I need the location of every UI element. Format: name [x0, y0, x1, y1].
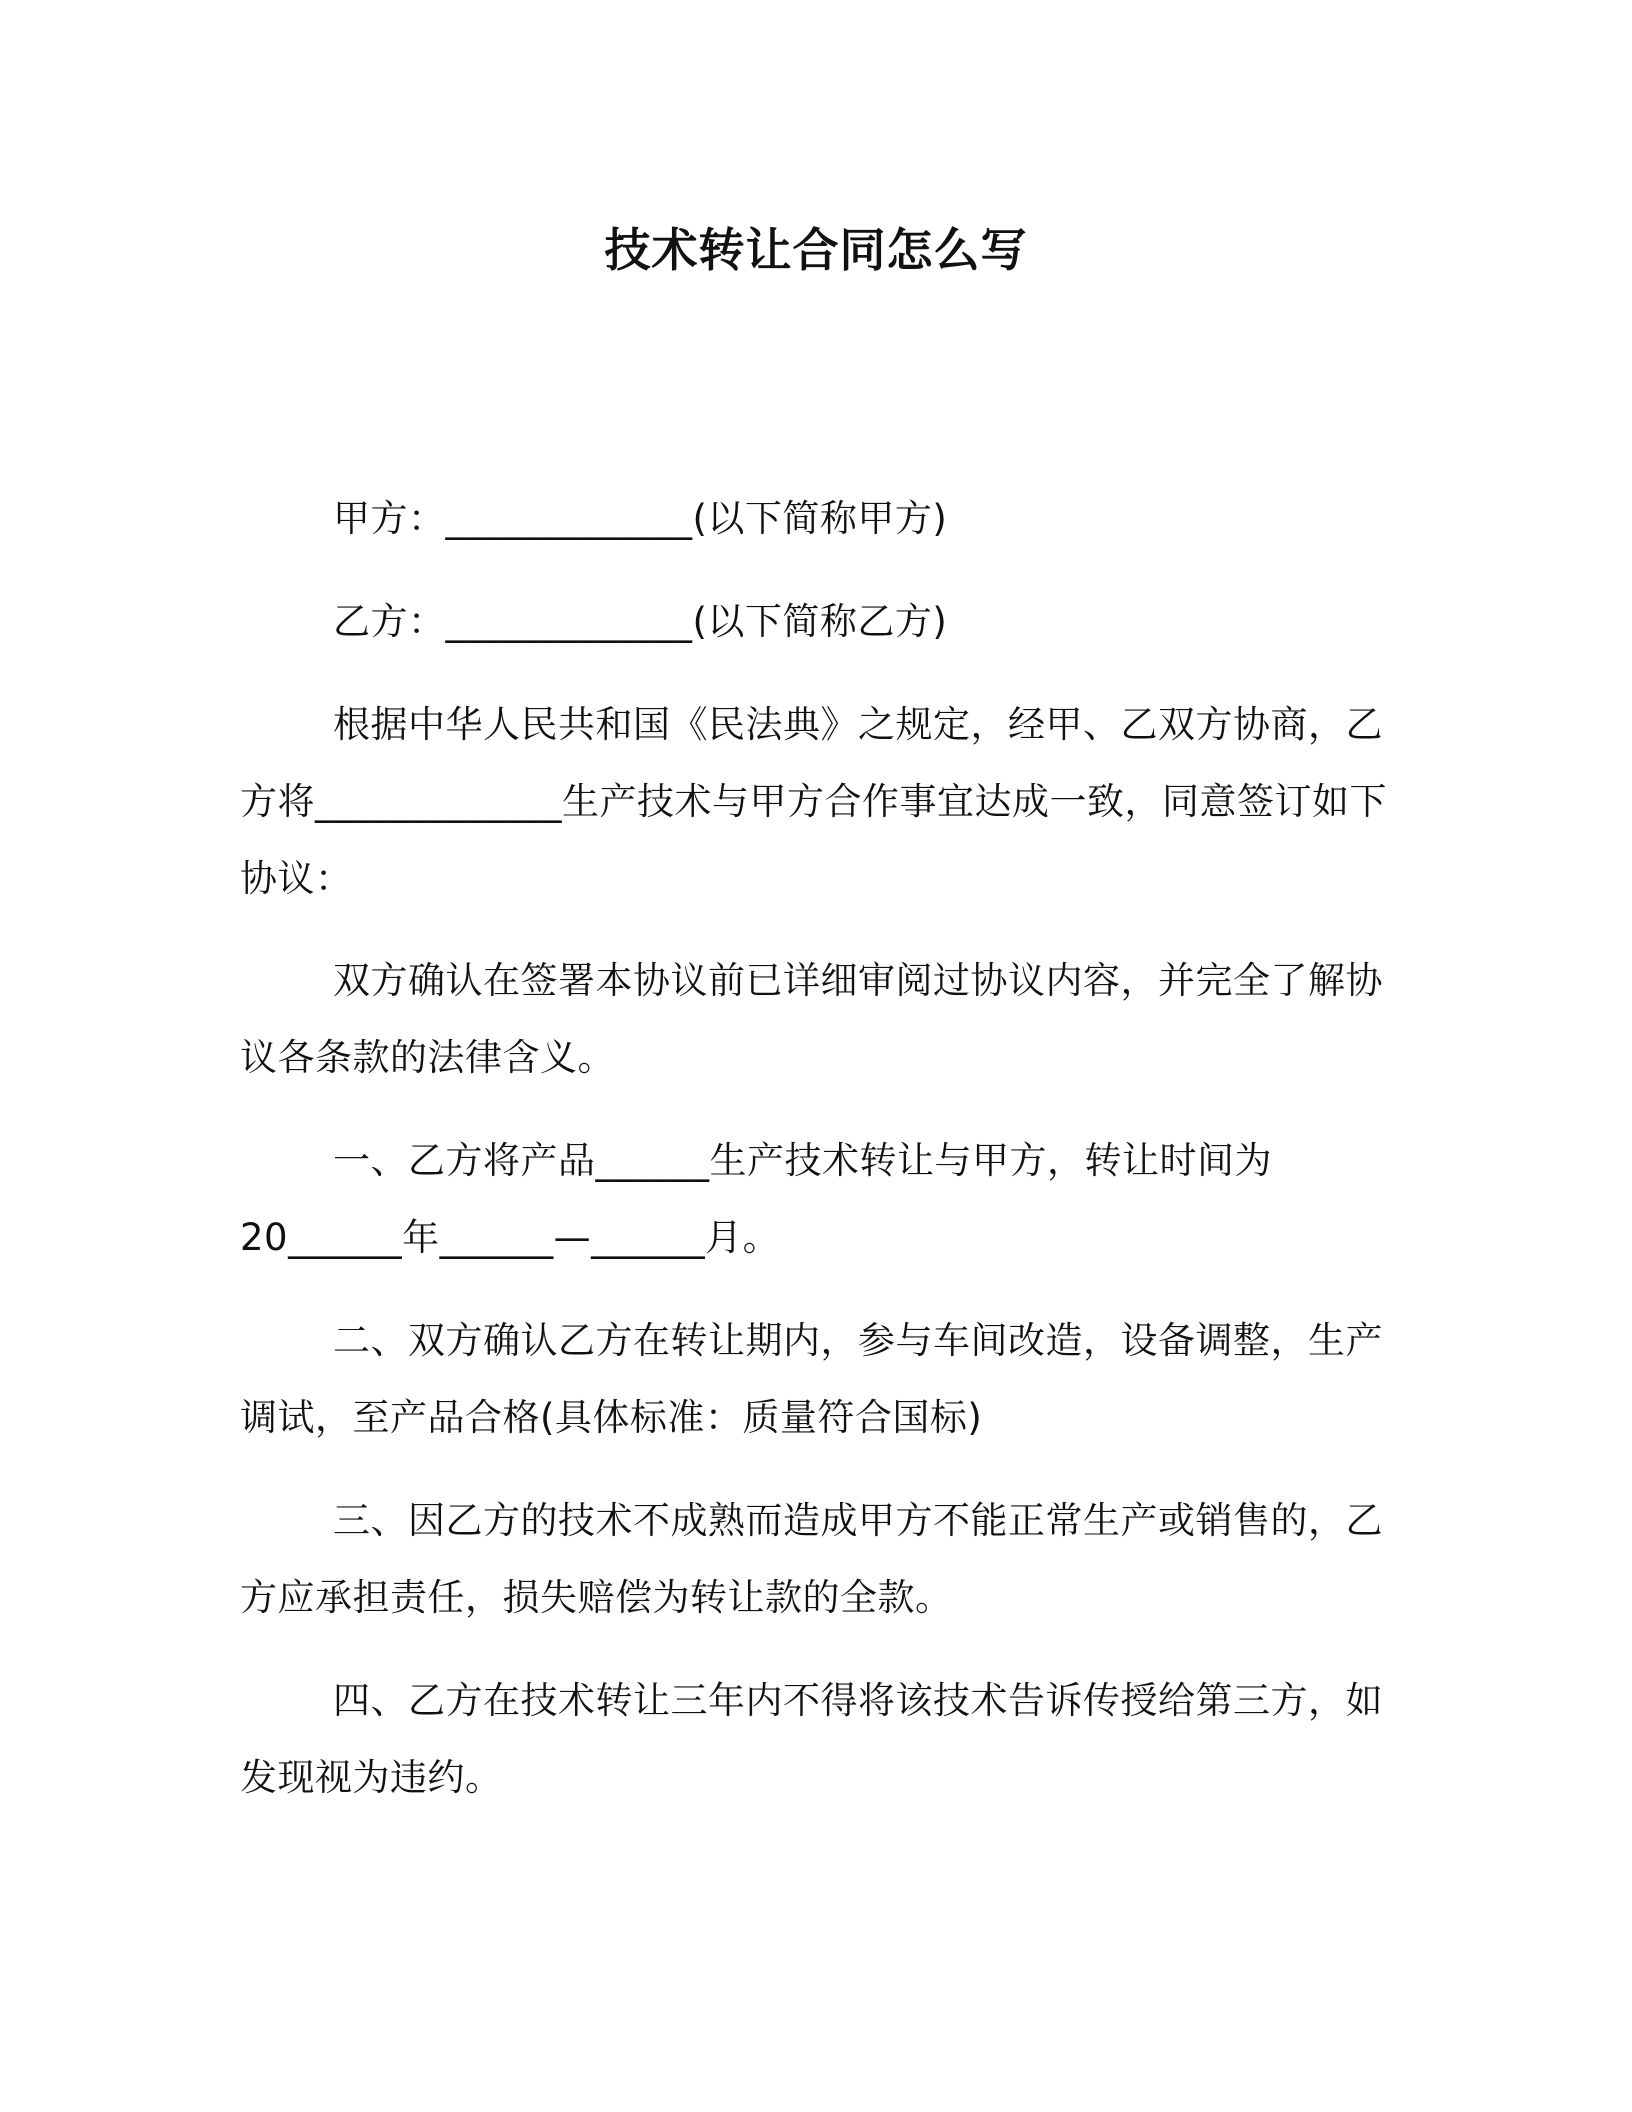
confirmation-line-2: 议各条款的法律含义。 [240, 1036, 615, 1079]
preamble-line-1: 根据中华人民共和国《民法典》之规定，经甲、乙双方协商，乙 [333, 703, 1383, 746]
party-a-line: 甲方：_____________(以下简称甲方) [333, 497, 948, 540]
clause-1-line-1: 一、乙方将产品______生产技术转让与甲方，转让时间为 [333, 1139, 1272, 1182]
clause-3-line-2: 方应承担责任，损失赔偿为转让款的全款。 [240, 1576, 953, 1619]
clause-3-line-1: 三、因乙方的技术不成熟而造成甲方不能正常生产或销售的，乙 [333, 1499, 1383, 1542]
preamble-line-2: 方将_____________生产技术与甲方合作事宜达成一致，同意签订如下 [240, 780, 1387, 823]
party-b-line: 乙方：_____________(以下简称乙方) [333, 600, 948, 643]
clause-4-line-2: 发现视为违约。 [240, 1756, 503, 1799]
clause-1-line-2: 20______年______—______月。 [240, 1216, 781, 1259]
document-title: 技术转让合同怎么写 [604, 223, 1028, 277]
clause-2-line-1: 二、双方确认乙方在转让期内，参与车间改造，设备调整，生产 [333, 1319, 1383, 1362]
preamble-line-3: 协议： [240, 857, 353, 900]
clause-4-line-1: 四、乙方在技术转让三年内不得将该技术告诉传授给第三方，如 [333, 1679, 1383, 1722]
clause-2-line-2: 调试，至产品合格(具体标准：质量符合国标) [240, 1396, 983, 1439]
confirmation-line-1: 双方确认在签署本协议前已详细审阅过协议内容，并完全了解协 [333, 959, 1383, 1002]
